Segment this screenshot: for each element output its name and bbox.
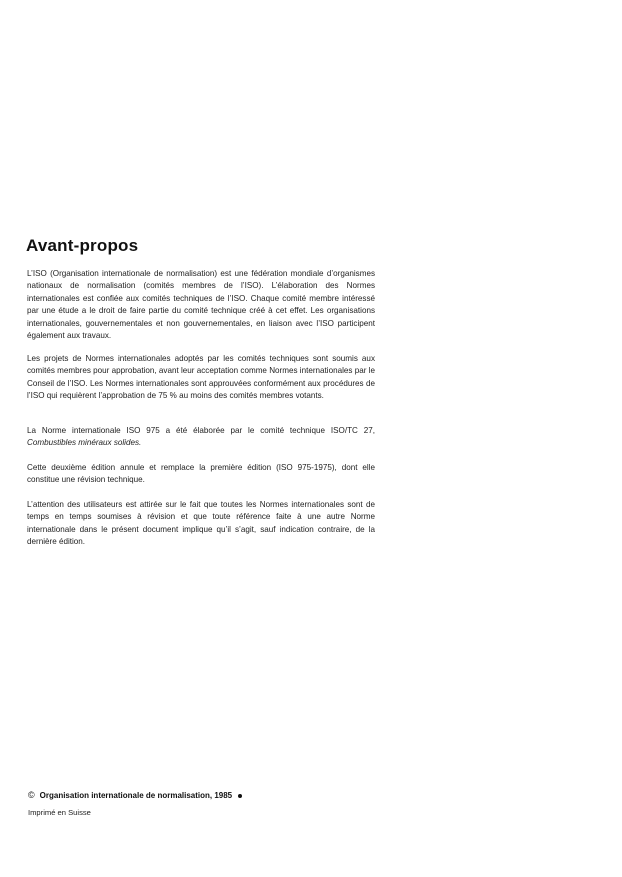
committee-title: Combustibles minéraux solides. [27,438,142,448]
paragraph-edition: Cette deuxième édition annule et remplace la première édition (ISO 975-1975), dont elle constitue une révision technique. [27,463,375,485]
copyright-text: Organisation internationale de normalisation, 1985 [39,791,233,800]
paragraph-committee-text: La Norme internationale ISO 975 a été élaborée par le comité technique ISO/TC 27, [27,426,375,435]
page-heading: Avant-propos [26,236,139,255]
copyright-line [28,790,242,800]
copyright-icon: © [28,790,35,800]
paragraph-approval-process: Les projets de Normes internationales adoptés par les comités techniques sont soumis aux comités membres pour approbation, avant leur acceptation comme Normes internationales par le Conseil de l’ISO. Les Normes internationales sont approuvées conformément aux procédures de l’ISO qui requièrent l’approbation de 75 % au moins des comités membres votants. [27,354,375,401]
paragraph-iso-description: L’ISO (Organisation internationale de normalisation) est une fédération mondiale d’organismes nationaux de normalisation (comités membres de l’ISO). L’élaboration des Normes internationales est confiée aux comités techniques de l’ISO. Chaque comité membre intéressé par une étude a le droit de faire partie du comité technique créé à cet effet. Les organisations internationales, gouvernementales et non gouvernementales, en liaison avec l’ISO participent également aux travaux. [27,269,375,341]
bullet-icon [238,794,242,798]
paragraph-attention: L’attention des utilisateurs est attirée sur le fait que toutes les Normes internationales sont de temps en temps soumises à révision et que toute référence faite à une autre Norme internationale dans le présent document implique qu’il s’agit, sauf indication contraire, de la dernière édition. [27,500,375,547]
printed-in-label: Imprimé en Suisse [28,808,91,817]
paragraph-committee [27,425,375,450]
